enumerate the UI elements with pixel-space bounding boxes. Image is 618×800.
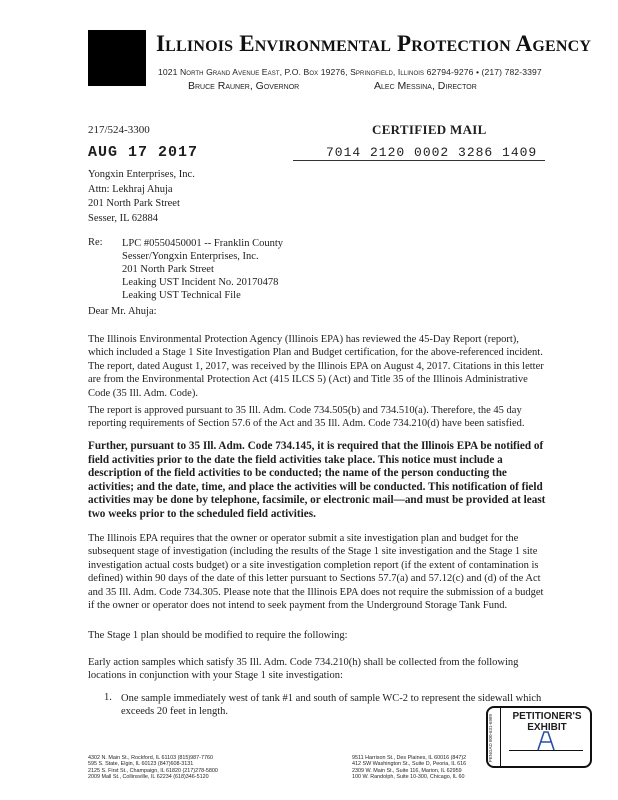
certified-mail-label: CERTIFIED MAIL	[372, 122, 487, 137]
certified-number-underline	[293, 160, 545, 161]
re-line: Leaking UST Technical File	[122, 290, 241, 301]
paragraph-requirements: The Illinois EPA requires that the owner or operator submit a site investigation plan and budget for the subsequent stage of investigation (including the results of the Stage 1 site investigation and the Stage 1 site investigation actual costs budget) or a site investigation completion report (if the extent of contamination is defined) within 90 days of the date of this letter pursuant to Sections 57.7(a) and 57.12(c) and (d) of the Act and 35 Ill. Adm. Code 734.305. Please note that the Illinois EPA does not require the submission of a budget if the owner or operator does not intend to seek payment from the Underground Storage Tank Fund.	[88, 533, 544, 612]
footer-offices-right	[352, 755, 466, 781]
exhibit-divider	[500, 708, 501, 766]
footer-office: 2125 S. First St., Champaign, IL 61820 (217)278-5800	[88, 767, 218, 774]
footer-office: 595 S. State, Elgin, IL 60123 (847)608-3131	[88, 761, 194, 768]
re-line: LPC #0550450001 -- Franklin County	[122, 238, 284, 249]
exhibit-title: PETITIONER'S EXHIBIT	[512, 711, 582, 733]
agency-logo	[88, 30, 146, 86]
paragraph-field-notice: Further, pursuant to 35 Ill. Adm. Code 734.145, it is required that the Illinois EPA be notified of field activities prior to the date the field activities take place. This notice must include a description of the field activities to be conducted; the name of the person conducting the activities; and the date, time, and place the activities will be conducted. This notification of field activities may be done by telephone, facsimile, or electronic mail—and must be provided at least two weeks prior to the scheduled field activities.	[88, 440, 546, 520]
paragraph-approval: The report is approved pursuant to 35 Ill. Adm. Code 734.505(b) and 734.510(a). Therefore, the 45 day reporting requirements of Section 57.6 of the Act and 35 Ill. Adm. Code 734.210(d) have been satisfied.	[88, 405, 525, 430]
recipient-line: Sesser, IL 62884	[88, 212, 159, 224]
recipient-line: Yongxin Enterprises, Inc.	[88, 169, 195, 180]
footer-office: 100 W. Randolph, Suite 10-300, Chicago, IL 60	[352, 774, 465, 781]
recipient-line: 201 North Park Street	[88, 198, 180, 209]
list-item-number: 1.	[104, 692, 112, 703]
exhibit-vendor-text: PENGAD 800-631-6989	[488, 714, 493, 763]
re-line: Leaking UST Incident No. 20170478	[122, 277, 279, 288]
footer-office: 412 SW Washington St., Suite D, Peoria, IL 616	[352, 761, 467, 768]
director-name: Alec Messina, Director	[374, 80, 477, 92]
governor-name: Bruce Rauner, Governor	[188, 80, 300, 92]
footer-office: 9511 Harrison St., Des Plaines, IL 60016 (847)2	[352, 755, 467, 761]
re-label: Re:	[88, 237, 103, 248]
re-line: Sesser/Yongxin Enterprises, Inc.	[122, 251, 259, 262]
list-item: One sample immediately west of tank #1 and south of sample WC-2 to represent the sidewall which exceeds 20 feet in length.	[121, 693, 542, 717]
footer-offices-left	[88, 755, 218, 781]
date-stamp: AUG 17 2017	[88, 144, 199, 161]
footer-office: 4302 N. Main St., Rockford, IL 61103 (815)987-7760	[88, 755, 213, 761]
paragraph-early-action: Early action samples which satisfy 35 Ill. Adm. Code 734.210(h) shall be collected from the following locations in conjunction with your Stage 1 site investigation:	[88, 657, 519, 682]
recipient-address	[88, 168, 195, 226]
footer-office: 2009 Mall St., Collinsville, IL 62234 (618)346-5120	[88, 774, 209, 781]
recipient-line: Attn: Lekhraj Ahuja	[88, 183, 173, 195]
footer-office: 2309 W. Main St., Suite 116, Marion, IL 62959	[352, 767, 462, 774]
agency-address: 1021 North Grand Avenue East, P.O. Box 19276, Springfield, Illinois 62794-9276 • (217) 782-3397	[158, 67, 542, 77]
exhibit-handwritten-mark-icon	[534, 728, 558, 752]
re-block	[122, 237, 283, 302]
certified-mail-number: 7014 2120 0002 3286 1409	[326, 145, 538, 160]
salutation: Dear Mr. Ahuja:	[88, 306, 157, 317]
paragraph-review: The Illinois Environmental Protection Agency (Illinois EPA) has reviewed the 45-Day Report (report), which included a Stage 1 Site Investigation Plan and Budget certification, for the above-referenced incident. The report, dated August 1, 2017, was received by the Illinois EPA on August 4, 2017. Citations in this letter are from the Environmental Protection Act (415 ILCS 5) (Act) and Title 35 of the Illinois Administrative Code (35 Ill. Adm. Code).	[88, 334, 544, 399]
paragraph-stage1-modification: The Stage 1 plan should be modified to require the following:	[88, 630, 348, 641]
re-line: 201 North Park Street	[122, 264, 214, 275]
agency-name: Illinois Environmental Protection Agency	[156, 31, 592, 56]
phone-number: 217/524-3300	[88, 124, 150, 136]
